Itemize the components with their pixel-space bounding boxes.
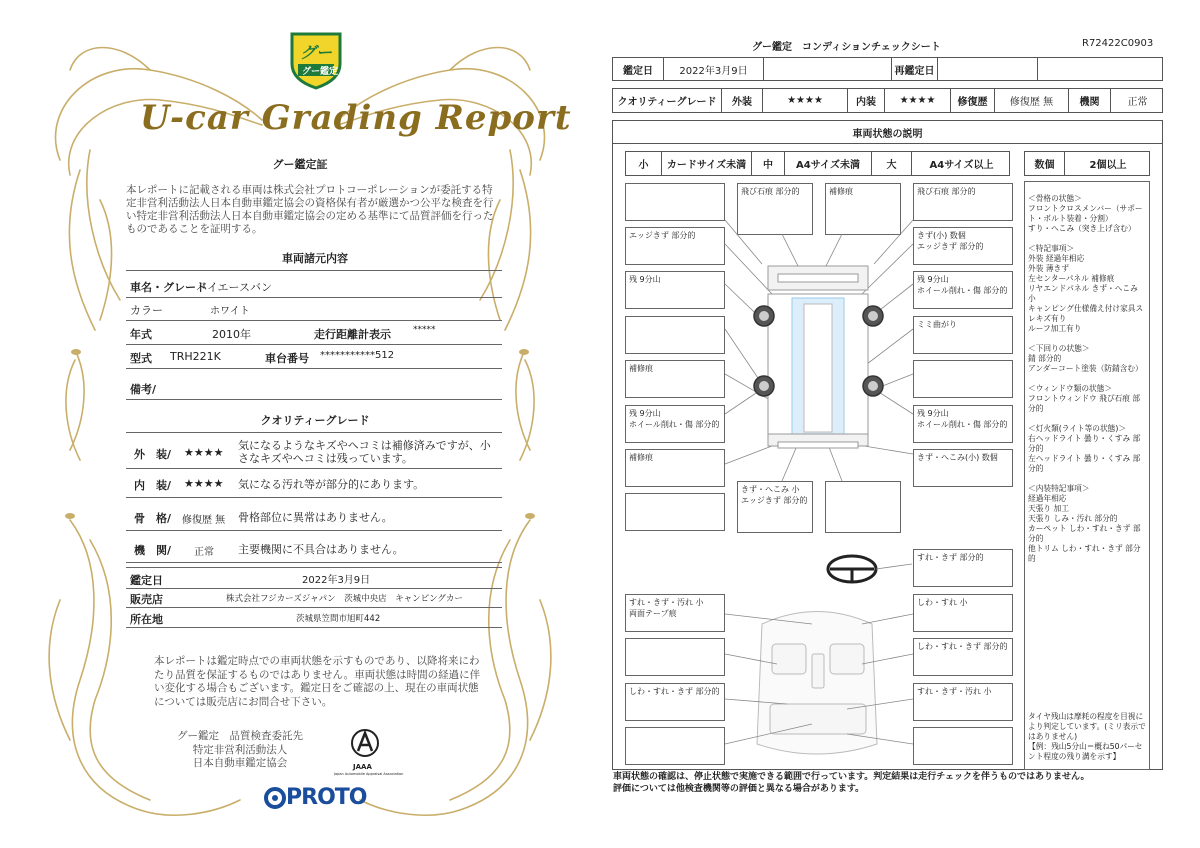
damage-box: しわ・すれ・きず 部分的 — [913, 638, 1013, 676]
ext-label: 外装 — [722, 89, 763, 112]
damage-box: きず(小) 数個 エッジきず 部分的 — [913, 227, 1013, 265]
address-value: 茨城県笠間市旭町442 — [296, 614, 381, 624]
sheet-code: R72422C0903 — [1082, 38, 1154, 49]
damage-box: 飛び石痕 部分的 — [737, 183, 813, 235]
mileage-label: 走行距離計表示 — [314, 328, 391, 341]
inspection-signature — [175, 730, 305, 771]
damage-box: 残 9分山 ホイール削れ・傷 部分的 — [913, 405, 1013, 443]
redate-spacer — [1038, 58, 1164, 80]
info-row-address — [126, 609, 502, 628]
frame-label: 骨 格/ — [134, 512, 172, 525]
engine-value: 正常 — [194, 547, 214, 558]
quality-row-frame — [126, 505, 502, 531]
spec-row-year — [126, 323, 502, 345]
damage-box: すれ・きず 部分的 — [913, 549, 1013, 587]
year-label: 年式 — [130, 328, 152, 341]
proto-text: PROTO — [286, 785, 367, 810]
damage-box: ミミ曲がり — [913, 316, 1013, 354]
svg-text:グー: グー — [299, 43, 333, 62]
report-title: U-car Grading Report — [140, 98, 572, 138]
damage-box: しわ・すれ・きず 部分的 — [625, 683, 725, 721]
damage-box: 残 9分山 — [625, 271, 725, 309]
address-label: 所在地 — [130, 613, 163, 626]
spec-row-model — [126, 347, 502, 369]
mileage-value: ***** — [413, 325, 436, 335]
jaaa-sub: Japan Automobile Appraisal Association — [334, 772, 404, 776]
exterior-stars: ★★★★ — [184, 446, 224, 459]
quality-top-rule — [126, 432, 502, 433]
interior-stars: ★★★★ — [184, 477, 224, 490]
damage-box: すれ・きず・汚れ 小 — [913, 683, 1013, 721]
remarks-label: 備考/ — [130, 383, 157, 396]
year-value: 2010年 — [212, 328, 251, 341]
engine-desc: 主要機関に不具合はありません。 — [238, 543, 404, 556]
specs-top-rule — [126, 270, 502, 271]
specs-header: 車両諸元内容 — [282, 252, 348, 265]
footer-line-1: 車両状態の確認は、停止状態で実施できる範囲で行っています。判定結果は走行チェックを伴うものではありません。 — [613, 772, 1090, 782]
count-value: 2個以上 — [1089, 160, 1127, 171]
sign-line-2: 特定非営利活動法人 — [192, 743, 288, 756]
sign-line-1: グー鑑定 品質検査委託先 — [177, 730, 303, 742]
jaaa-label: JAAA — [353, 763, 372, 771]
sheet-footer — [613, 772, 1193, 795]
name-value: ハイエースバン — [196, 281, 273, 294]
damage-box: 残 9分山 ホイール削れ・傷 部分的 — [625, 405, 725, 443]
interior-label: 内 装/ — [134, 479, 172, 492]
date-row — [612, 57, 1163, 81]
int-stars: ★★★★ — [885, 89, 951, 112]
info-row-date — [126, 567, 502, 589]
color-label: カラー — [130, 304, 163, 317]
section-title: 車両状態の説明 — [612, 120, 1163, 144]
size-small-desc: カードサイズ未満 — [662, 152, 752, 175]
damage-box: きず・へこみ 小 エッジきず 部分的 — [737, 481, 813, 533]
certificate-intro: 本レポートに記載される車両は株式会社プロトコーポレーションが委託する特定非営利活動法人日本自動車鑑定協会の資格保有者が厳選かつ公平な検査を行い特定非営利活動法人日本自動車鑑定協会の定める基準にて品質評価を行ったものであることを証明する。 — [126, 184, 494, 235]
exterior-label: 外 装/ — [134, 448, 172, 461]
quality-row-engine — [126, 537, 502, 563]
car-diagram-icon — [612, 144, 1024, 770]
damage-box: すれ・きず・汚れ 小 両面テープ痕 — [625, 594, 725, 632]
exterior-desc: 気になるようなキズやヘコミは補修済みですが、小さなキズやヘコミは残っています。 — [238, 439, 491, 465]
name-label: 車名・グレード — [130, 281, 207, 294]
redate-value — [938, 58, 1038, 80]
repair-label: 修復歴 — [951, 89, 995, 112]
ext-stars: ★★★★ — [763, 89, 848, 112]
damage-box: きず・へこみ(小) 数個 — [913, 449, 1013, 487]
grade-row — [612, 88, 1163, 113]
count-label: 数個 — [1025, 152, 1065, 175]
date-value: 2022年3月9日 — [302, 575, 371, 586]
notes-text: ＜骨格の状態＞ フロントクロスメンバー（サポート・ボルト装着・分割） すり・へこみ（突き上げ含む） ＜特記事項＞ 外装 経過年相応 外装 薄きず 左センターパネル 補修痕 リヤエンドパネル きず・へこみ 小 キャンピング仕様備え付け家具スレキズ有り ルーフ加工有り ＜下回りの状態＞ 錆 部分的 アンダーコート塗装（防錆含む） ＜ウィンドウ類の状態＞ フロントウィンドウ 飛び石痕 部分的 ＜灯火類(ライト等の状態)＞ 右ヘッドライト 曇り・くすみ 部分的 左ヘッドライト 曇り・くすみ 部分的 ＜内装特記事項＞ 経過年相応 天張り 加工 天張り しみ・汚れ 部分的 カーペット しわ・すれ・きず 部分的 他トリム しわ・すれ・きず 部分的 — [1028, 194, 1144, 563]
dealer-label: 販売店 — [130, 593, 163, 606]
info-row-dealer — [126, 589, 502, 608]
spec-row-color — [126, 299, 502, 321]
dealer-value: 株式会社フジカーズジャパン 茨城中央店 キャンピングカー — [226, 594, 463, 604]
notes-panel — [1024, 181, 1150, 770]
model-label: 型式 — [130, 352, 152, 365]
date-value: 2022年3月9日 — [664, 58, 764, 80]
size-large-desc: A4サイズ以上 — [929, 160, 994, 171]
qg-label: クオリティーグレード — [613, 89, 722, 112]
date-label: 鑑定日 — [613, 58, 664, 80]
date-label: 鑑定日 — [130, 574, 163, 587]
damage-box: 補修痕 — [625, 449, 725, 487]
certificate-title: グー鑑定証 — [272, 158, 328, 171]
damage-box: エッジきず 部分的 — [625, 227, 725, 265]
frame-value: 修復歴 無 — [182, 515, 226, 526]
engine-label: 機 関/ — [134, 544, 172, 557]
size-small: 小 — [626, 152, 662, 175]
footer-line-2: 評価については他検査機関等の評価と異なる場合があります。 — [613, 783, 865, 794]
quality-header: クオリティーグレード — [260, 414, 370, 427]
size-mid: 中 — [752, 152, 785, 175]
int-label: 内装 — [848, 89, 885, 112]
model-value: TRH221K — [170, 350, 221, 363]
quality-row-interior — [126, 472, 502, 498]
proto-mark-icon — [264, 787, 286, 809]
size-large: 大 — [872, 152, 912, 175]
goo-kantei-badge-icon — [286, 30, 346, 90]
quality-row-exterior — [126, 437, 502, 469]
sheet-title: グー鑑定 コンディションチェックシート — [752, 42, 941, 53]
damage-box: 補修痕 — [825, 183, 901, 235]
frame-desc: 骨格部位に異常はありません。 — [238, 511, 393, 524]
jaaa-logo-icon — [334, 727, 404, 779]
spec-row-name — [126, 276, 502, 298]
tire-note: タイヤ残山は摩耗の程度を目視により判定しています。(ミリ表示ではありません) 【例：残山5分山＝概ね50パーセント程度の残り溝を示す】 — [1028, 712, 1146, 761]
engine-value: 正常 — [1127, 97, 1148, 108]
chassis-label: 車台番号 — [265, 352, 309, 365]
repair-value: 修復歴 無 — [995, 89, 1069, 112]
badge-text: グー鑑定 — [302, 67, 339, 77]
spec-row-remarks — [126, 378, 502, 400]
chassis-value: ***********512 — [320, 350, 395, 361]
damage-box: 飛び石痕 部分的 — [913, 183, 1013, 221]
validity-notice: 本レポートは鑑定時点での車両状態を示すものであり、以降将来にわたり品質を保証するものではありません。車両状態は時間の経過に伴い変化する場合もございます。鑑定日をご確認の上、現在の車両状態については販売店にお問合せ下さい。 — [154, 655, 481, 708]
redate-label: 再鑑定日 — [892, 58, 938, 80]
damage-box: 残 9分山 ホイール削れ・傷 部分的 — [913, 271, 1013, 309]
damage-box: 補修痕 — [625, 360, 725, 398]
count-legend — [1024, 151, 1150, 176]
damage-box: しわ・すれ 小 — [913, 594, 1013, 632]
engine-label: 機関 — [1069, 89, 1111, 112]
proto-logo — [264, 784, 374, 812]
interior-desc: 気になる汚れ等が部分的にあります。 — [238, 478, 425, 491]
sign-line-3: 日本自動車鑑定協会 — [192, 757, 288, 769]
date-spacer — [764, 58, 892, 80]
size-mid-desc: A4サイズ未満 — [785, 152, 872, 175]
color-value: ホワイト — [210, 306, 250, 317]
